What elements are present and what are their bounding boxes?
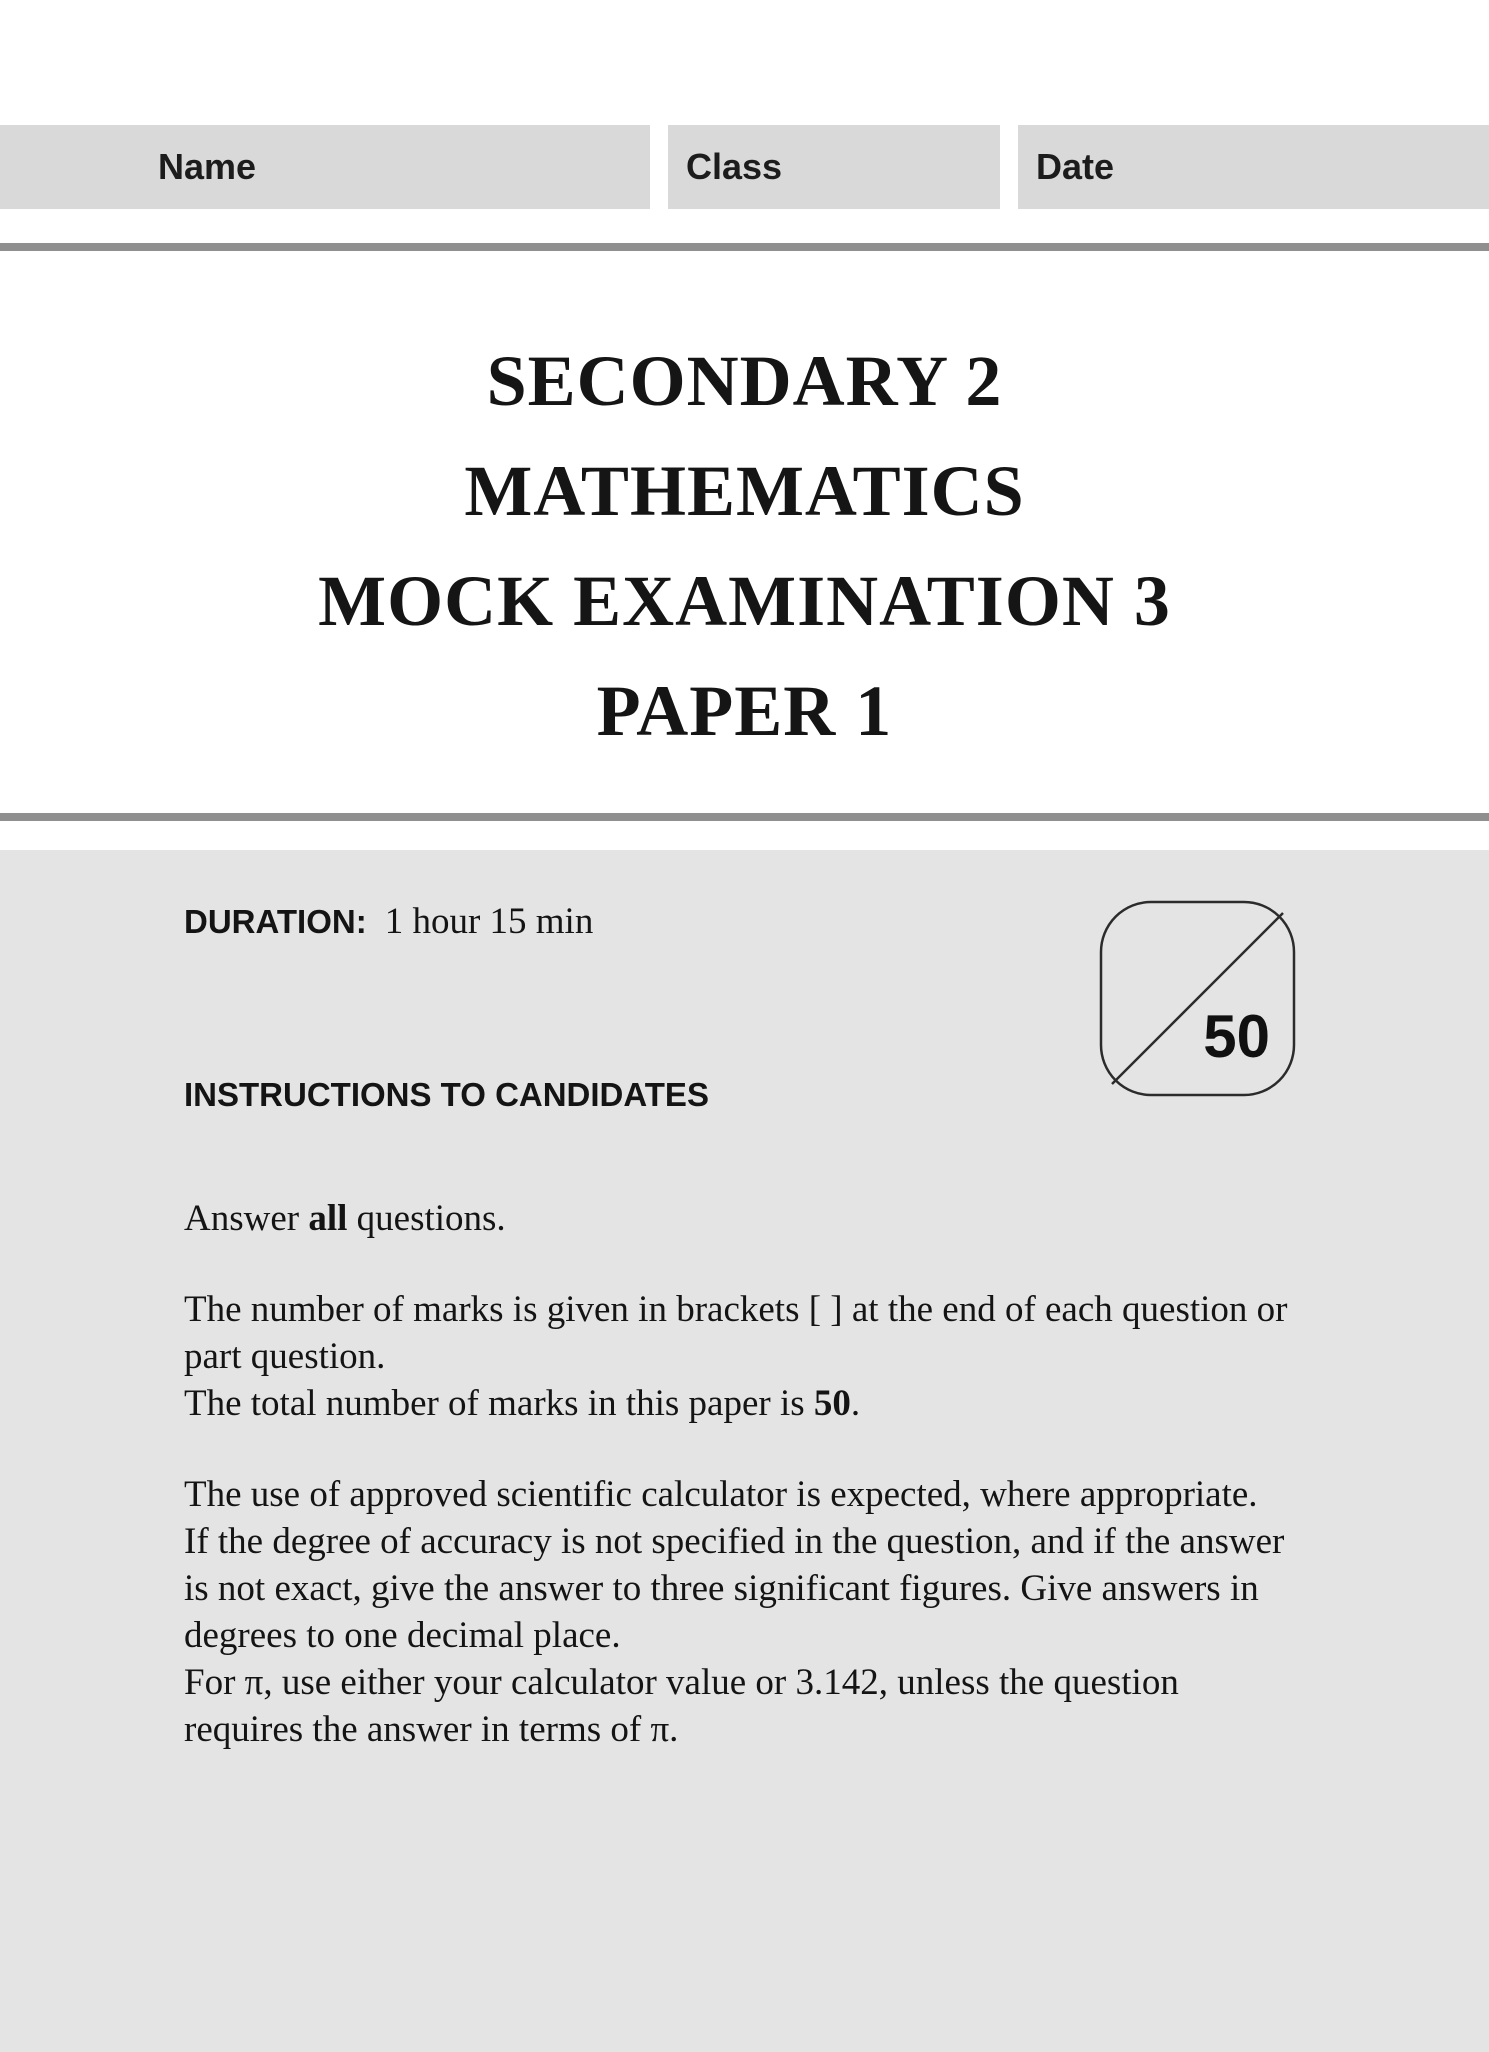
- instruction-total-post: .: [850, 1383, 861, 1424]
- instruction-calc-line: For π, use either your calculator value or 3.142, unless the question: [184, 1662, 1179, 1703]
- total-marks-value: 50: [1203, 1003, 1270, 1070]
- instruction-answer-all: [184, 1195, 1339, 1242]
- bottom-divider: [0, 813, 1489, 821]
- instruction-calc-line: is not exact, give the answer to three significant figures. Give answers in: [184, 1568, 1259, 1609]
- title-block: [0, 251, 1489, 766]
- name-field: [0, 125, 650, 209]
- class-field: [668, 125, 1000, 209]
- date-field: [1018, 125, 1489, 209]
- title-line-subject: MATHEMATICS: [464, 451, 1025, 531]
- instruction-calc-line: The use of approved scientific calculator is expected, where appropriate.: [184, 1474, 1258, 1515]
- class-label: Class: [686, 146, 783, 187]
- instruction-total-bold: 50: [813, 1383, 851, 1424]
- duration-label: DURATION:: [184, 903, 367, 940]
- student-info-header: [0, 125, 1489, 209]
- instruction-answer-post: questions.: [347, 1198, 506, 1239]
- top-divider: [0, 243, 1489, 251]
- instruction-total-pre: The total number of marks in this paper is: [184, 1383, 814, 1424]
- instruction-answer-pre: Answer: [184, 1198, 309, 1239]
- title-line-exam: MOCK EXAMINATION 3: [318, 561, 1171, 641]
- instructions-heading: INSTRUCTIONS TO CANDIDATES: [184, 1076, 709, 1113]
- title-line-paper: PAPER 1: [596, 671, 893, 751]
- instruction-marks-line: part question.: [184, 1336, 386, 1377]
- total-marks-box: [1099, 900, 1296, 1097]
- title-line-level: SECONDARY 2: [486, 341, 1003, 421]
- instruction-calc-line: degrees to one decimal place.: [184, 1615, 621, 1656]
- instruction-calc-line: requires the answer in terms of π.: [184, 1709, 679, 1750]
- instruction-calculator: [184, 1471, 1339, 1753]
- name-label: Name: [158, 146, 257, 187]
- instruction-marks-line: The number of marks is given in brackets [ ] at the end of each question or: [184, 1289, 1288, 1330]
- duration-value: 1 hour 15 min: [384, 901, 594, 942]
- instruction-marks: [184, 1286, 1339, 1427]
- instruction-marks-total-line: [184, 1380, 1339, 1427]
- date-label: Date: [1036, 146, 1115, 187]
- instruction-answer-bold: all: [308, 1198, 348, 1239]
- instruction-calc-line: If the degree of accuracy is not specified in the question, and if the answer: [184, 1521, 1285, 1562]
- info-panel: [0, 850, 1489, 2052]
